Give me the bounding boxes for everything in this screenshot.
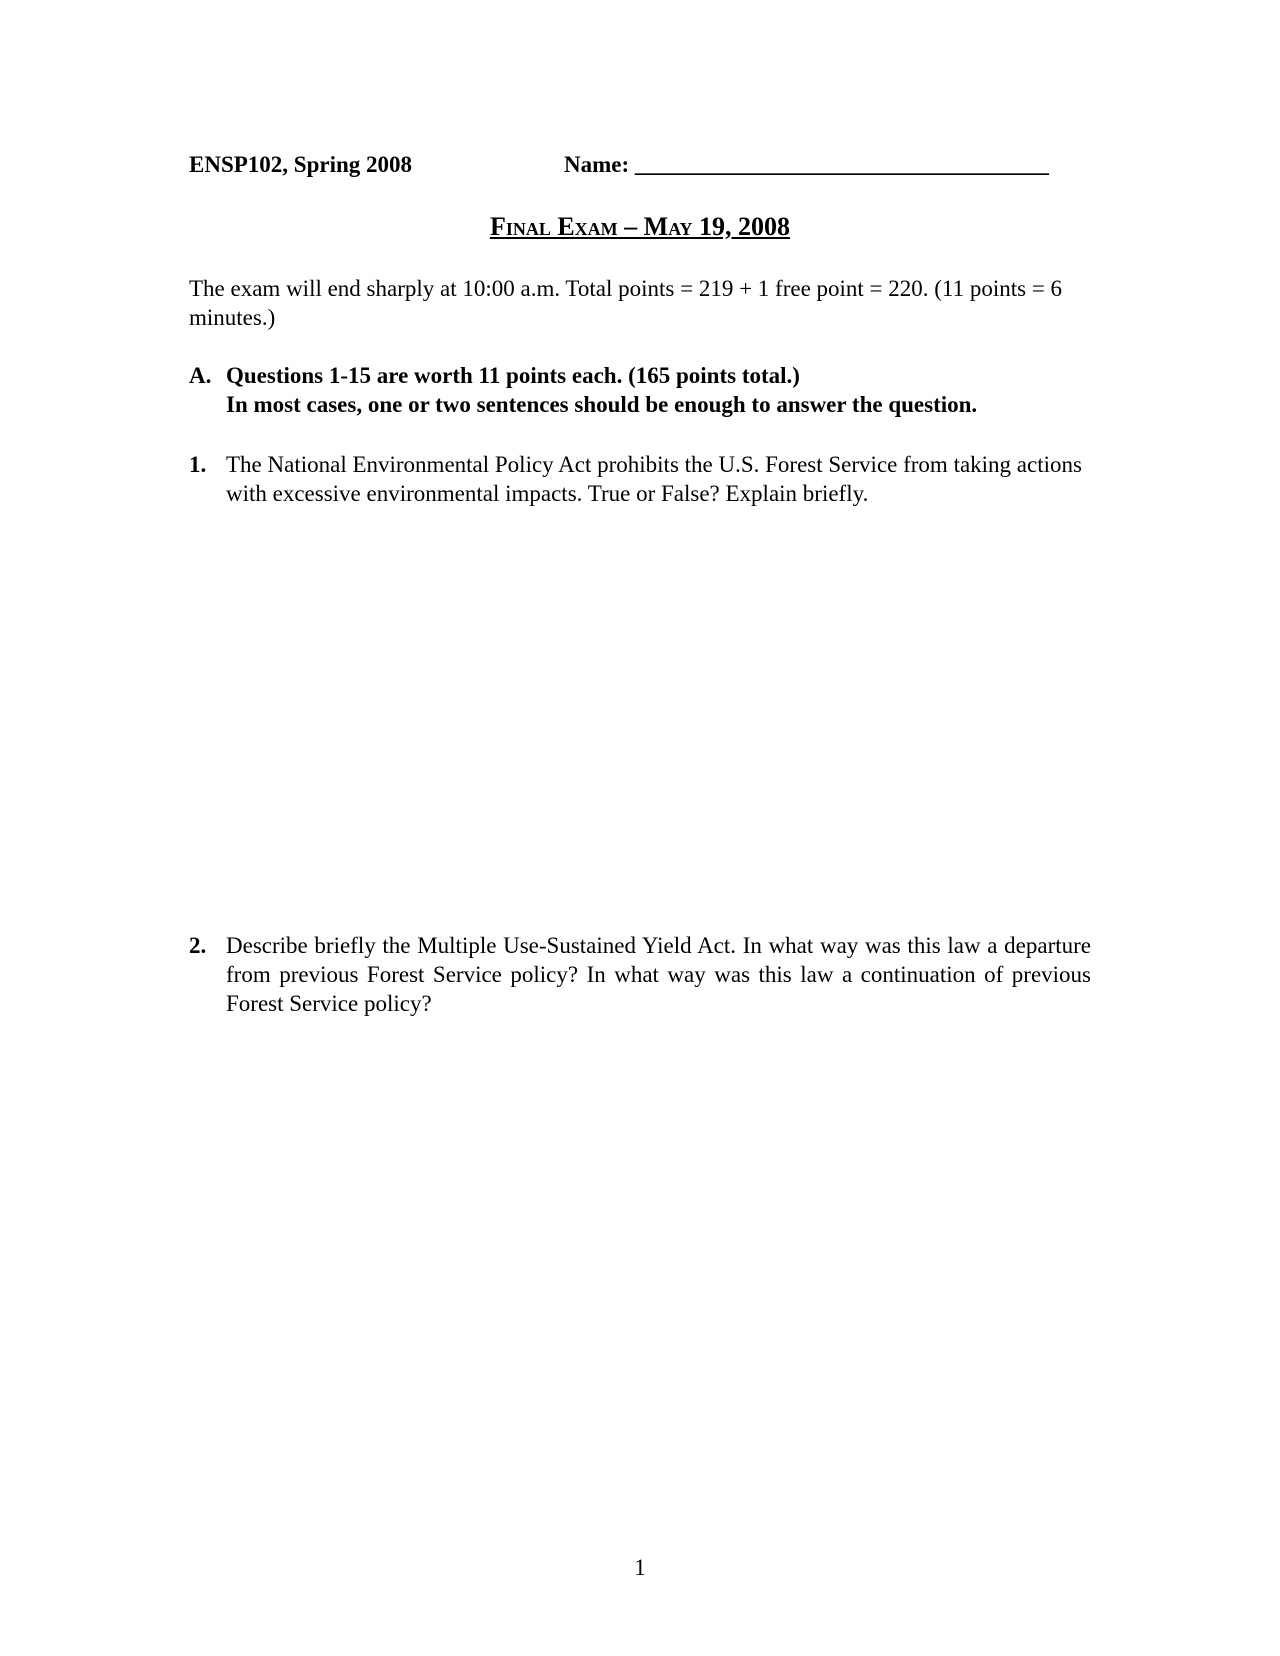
page-number: 1: [634, 1555, 646, 1580]
question-text: Describe briefly the Multiple Use-Sustained Yield Act. In what way was this law a departure from previous Forest Service policy? In what way was this law a continuation of previous Forest Service policy?: [226, 933, 1091, 1016]
course-label: ENSP102, Spring 2008: [189, 152, 413, 177]
section-a: [189, 361, 1089, 419]
question-text: The National Environmental Policy Act prohibits the U.S. Forest Service from taking actions with excessive environmental impacts. True or False? Explain briefly.: [226, 452, 1082, 506]
name-label: Name:: [564, 152, 630, 177]
section-marker: A.: [189, 363, 212, 388]
question-number: 2.: [189, 933, 207, 958]
question-1: [189, 450, 1091, 508]
exam-title: Final Exam – May 19, 2008: [489, 212, 791, 241]
exam-instructions: The exam will end sharply at 10:00 a.m. Total points = 219 + 1 free point = 220. (11 points = 6 minutes.): [189, 276, 1063, 330]
question-2: [189, 931, 1091, 1018]
question-number: 1.: [189, 452, 207, 477]
name-blank-line: ____________________________________: [634, 152, 1049, 177]
course-header: [189, 150, 412, 180]
section-a-line-2: In most cases, one or two sentences should be enough to answer the question.: [226, 392, 978, 417]
section-a-line-1: Questions 1-15 are worth 11 points each. (165 points total.): [226, 363, 800, 388]
name-field: [564, 150, 1049, 180]
